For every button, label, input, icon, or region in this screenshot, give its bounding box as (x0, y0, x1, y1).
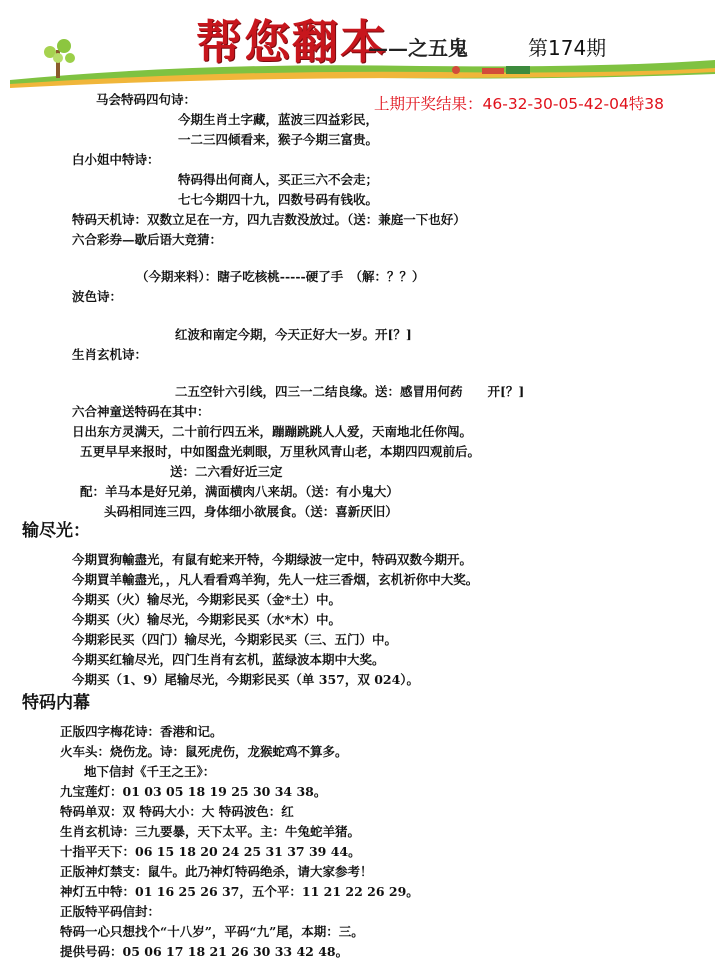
text-line: 二五空针六引线，四三一二结良缘。送：感冒用何药 开[？] (175, 384, 525, 399)
text-line: 特码得出何商人，买正三六不会走； (178, 172, 379, 187)
text-line: 五更早早来报时，中如图盘光刺眼，万里秋风青山老，本期四四观前后。 (80, 444, 481, 459)
text-line: 送：二六看好近三定 (170, 464, 283, 479)
text-line: 日出东方灵满天，二十前行四五米，蹦蹦跳跳人人爱，天南地北任你闯。 (72, 424, 473, 439)
text-line: 今期买（火）输尽光，今期彩民买（金*土）中。 (72, 592, 342, 607)
text-line: 正版四字梅花诗：香港和记。 (60, 724, 223, 739)
text-line: 今期買羊輸盡光，，凡人看看鸡羊狗，先人一炷三香烟，玄机祈你中大奖。 (72, 572, 479, 587)
header-banner (0, 0, 720, 92)
text-line: 地下信封《千王之王》： (84, 764, 216, 779)
text-line: 今期买红输尽光，四门生肖有玄机，蓝绿波本期中大奖。 (72, 652, 385, 667)
banner-subtitle: ——之五鬼 (368, 36, 468, 60)
text-line: 火车头：烧伤龙。诗：鼠死虎伤，龙猴蛇鸡不算多。 (60, 744, 348, 759)
text-line: 十指平天下：06 15 18 20 24 25 31 37 39 44。 (60, 844, 361, 859)
text-line: 六合彩券—歇后语大竞猜： (72, 232, 223, 247)
issue-number: 第174期 (528, 36, 607, 60)
text-line: 今期买（1、9）尾输尽光，今期彩民买（单 357，双 024）。 (72, 672, 420, 687)
text-line: 今期买（火）输尽光，今期彩民买（水*木）中。 (72, 612, 342, 627)
text-line: 头码相同连三四，身体细小欲展食。（送：喜新厌旧） (104, 504, 398, 519)
text-line: 马会特码四句诗： (96, 92, 197, 107)
text-line: 今期買狗輸盡光，有鼠有蛇来开特，今期绿波一定中，特码双数今期开。 (72, 552, 473, 567)
text-line: 提供号码：05 06 17 18 21 26 30 33 42 48。 (60, 944, 349, 959)
banner-title: 帮您翻本 (196, 15, 388, 69)
text-line: 今期生肖土字藏，蓝波三四益彩民， (178, 112, 379, 127)
text-line: 六合神童送特码在其中： (72, 404, 210, 419)
text-line: 波色诗： (72, 289, 123, 304)
text-line: 特码单双：双 特码大小：大 特码波色：红 (60, 804, 294, 819)
text-line: 生肖玄机诗：三九要暴，天下太平。主：牛兔蛇羊猪。 (60, 824, 361, 839)
section-heading: 特码内幕 (22, 693, 90, 713)
text-line: 特码天机诗：双数立足在一方，四九吉数没放过。（送：兼庭一下也好） (72, 212, 466, 227)
text-line: 正版神灯禁支：鼠牛。此乃神灯特码绝杀，请大家参考！ (60, 864, 373, 879)
text-line: 红波和南定今期，今天正好大一岁。开[？] (175, 327, 412, 342)
text-line: 今期彩民买（四门）输尽光，今期彩民买（三、五门）中。 (72, 632, 398, 647)
text-line: 神灯五中特：01 16 25 26 37，五个平：11 21 22 26 29。 (60, 884, 419, 899)
text-line: 一二三四倾看来，猴子今期三富贵。 (178, 132, 379, 147)
text-line: 配：羊马本是好兄弟，满面横肉八来胡。（送：有小鬼大） (80, 484, 399, 499)
text-line: 白小姐中特诗： (72, 152, 160, 167)
text-line: 特码一心只想找个“十八岁”，平码“九”尾，本期：三。 (60, 924, 364, 939)
text-line: 生肖玄机诗： (72, 347, 148, 362)
last-draw-result: 上期开奖结果：46-32-30-05-42-04特38 (374, 95, 665, 113)
text-line: 七七今期四十九，四数号码有钱收。 (178, 192, 379, 207)
text-line: （今期来料）：瞎子吃核桃-----硬了手 （解：？？） (136, 269, 425, 284)
section-heading: 输尽光： (22, 521, 90, 541)
text-line: 九宝莲灯：01 03 05 18 19 25 30 34 38。 (60, 784, 327, 799)
text-line: 正版特平码信封： (60, 904, 161, 919)
